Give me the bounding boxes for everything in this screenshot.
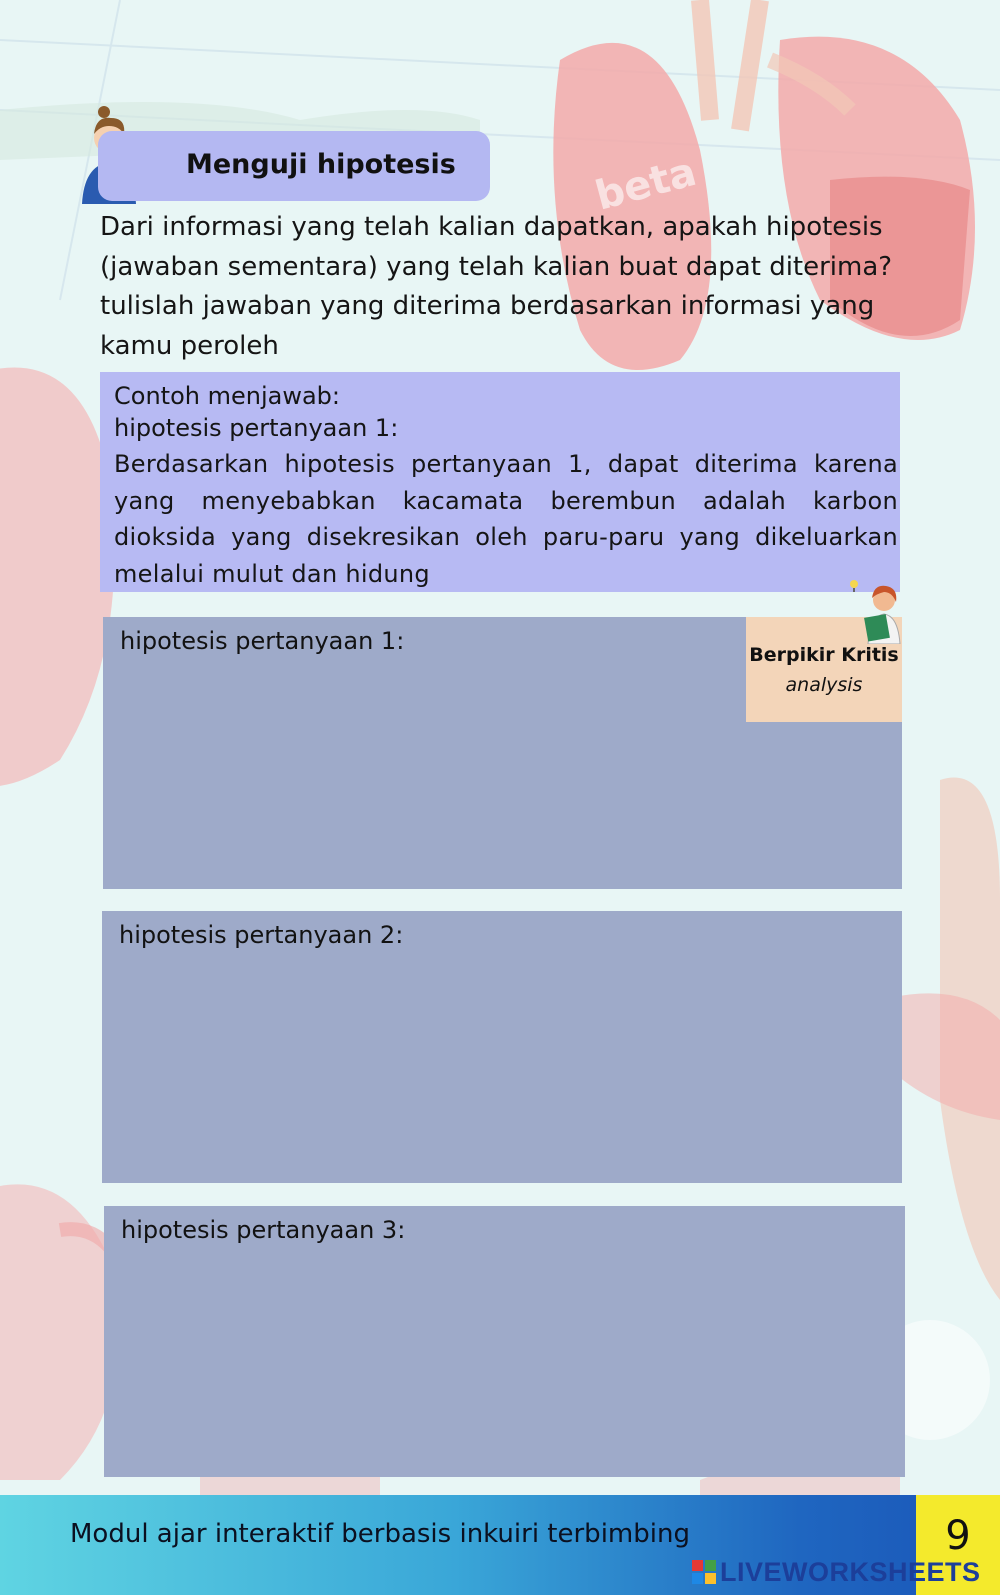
example-heading: Contoh menjawab: [114,382,340,410]
answer-box-3[interactable] [104,1206,905,1477]
page-number: 9 [945,1513,971,1559]
section-title-pill [98,131,490,201]
liveworksheets-logo-icon [692,1560,716,1584]
answer-label-3: hipotesis pertanyaan 3: [121,1216,406,1244]
page-title: Menguji hipotesis [186,149,456,180]
badge-subtitle: analysis [785,674,863,696]
liveworksheets-watermark [692,1556,981,1588]
answer-box-2[interactable] [102,911,902,1183]
example-subheading: hipotesis pertanyaan 1: [114,414,399,442]
footer-text: Modul ajar interaktif berbasis inkuiri terbimbing [70,1519,690,1549]
svg-text:beta: beta [590,148,701,220]
answer-label-1: hipotesis pertanyaan 1: [120,627,405,655]
example-answer-box [100,372,900,592]
example-body: Berdasarkan hipotesis pertanyaan 1, dapat diterima karena yang menyebabkan kacamata berembun adalah karbon dioksida yang disekresikan oleh paru-paru yang dikeluarkan melalui mulut dan hidung [114,450,898,588]
instruction-text: Dari informasi yang telah kalian dapatkan, apakah hipotesis (jawaban sementara) yang telah kalian buat dapat diterima? tulislah jawaban yang diterima berdasarkan informasi yang kamu peroleh [100,212,893,361]
badge-title: Berpikir Kritis [749,644,899,666]
reading-person-icon [846,574,906,644]
watermark-text: LIVEWORKSHEETS [720,1556,981,1587]
answer-label-2: hipotesis pertanyaan 2: [119,921,404,949]
